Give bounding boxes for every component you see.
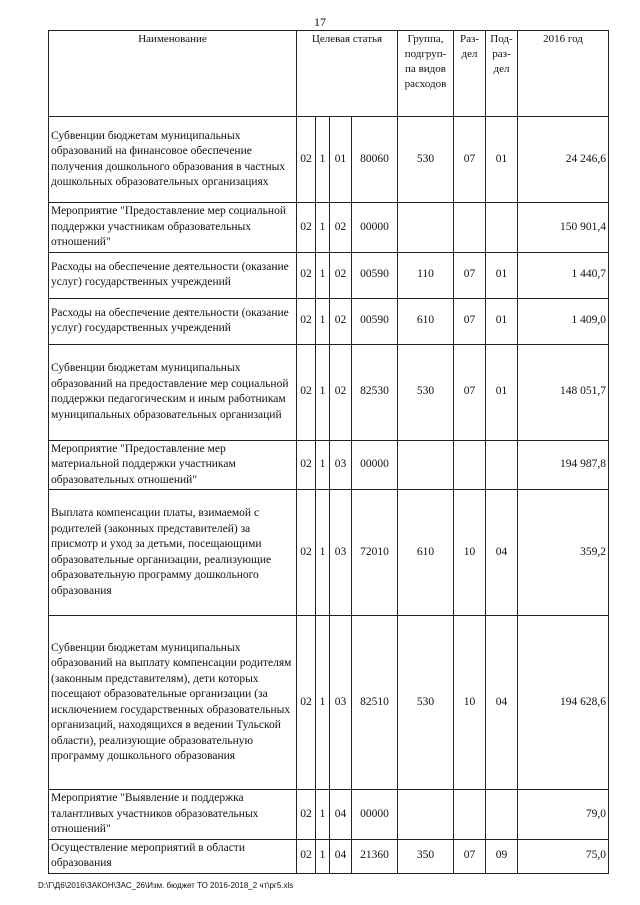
target-code-1: 02: [297, 117, 316, 203]
expense-group: 350: [398, 839, 454, 873]
subsection-code: [486, 203, 518, 253]
subsection-code: 01: [486, 117, 518, 203]
section-code: 10: [454, 490, 486, 616]
budget-table: [48, 30, 609, 874]
table-row: [49, 252, 609, 298]
section-code: [454, 203, 486, 253]
amount-2016: 24 246,6: [518, 117, 609, 203]
table-row: [49, 298, 609, 344]
target-code-2: 1: [316, 440, 330, 490]
header-year: 2016 год: [518, 31, 609, 117]
section-code: 07: [454, 252, 486, 298]
amount-2016: 150 901,4: [518, 203, 609, 253]
amount-2016: 1 409,0: [518, 298, 609, 344]
amount-2016: 148 051,7: [518, 344, 609, 440]
amount-2016: 75,0: [518, 839, 609, 873]
row-name: Мероприятие "Предоставление мер материальной поддержки участникам образовательных отношений": [49, 440, 297, 490]
target-code-4: 80060: [352, 117, 398, 203]
table-row: [49, 490, 609, 616]
section-code: 07: [454, 839, 486, 873]
expense-group: [398, 440, 454, 490]
subsection-code: 01: [486, 252, 518, 298]
target-code-4: 00000: [352, 440, 398, 490]
subsection-code: 01: [486, 344, 518, 440]
table-row: [49, 616, 609, 790]
target-code-2: 1: [316, 252, 330, 298]
subsection-code: [486, 440, 518, 490]
header-subsection: Под-раз-дел: [486, 31, 518, 117]
header-target: Целевая статья: [297, 31, 398, 117]
expense-group: 610: [398, 298, 454, 344]
section-code: 07: [454, 298, 486, 344]
amount-2016: 359,2: [518, 490, 609, 616]
section-code: 07: [454, 117, 486, 203]
target-code-4: 72010: [352, 490, 398, 616]
table-row: [49, 344, 609, 440]
target-code-3: 03: [330, 490, 352, 616]
subsection-code: [486, 790, 518, 840]
target-code-4: 00590: [352, 298, 398, 344]
row-name: Субвенции бюджетам муниципальных образований на финансовое обеспечение получения дошкольного образования в частных дошкольных образовательных организациях: [49, 117, 297, 203]
target-code-3: 02: [330, 298, 352, 344]
target-code-2: 1: [316, 298, 330, 344]
target-code-1: 02: [297, 839, 316, 873]
table-row: [49, 440, 609, 490]
row-name: Выплата компенсации платы, взимаемой с родителей (законных представителей) за присмотр и уход за детьми, посещающими образовательные организации, реализующие образовательную программу дошкольного образования: [49, 490, 297, 616]
subsection-code: 09: [486, 839, 518, 873]
target-code-2: 1: [316, 616, 330, 790]
target-code-3: 02: [330, 344, 352, 440]
subsection-code: 04: [486, 616, 518, 790]
row-name: Мероприятие "Предоставление мер социальной поддержки участникам образовательных отношений": [49, 203, 297, 253]
target-code-4: 82510: [352, 616, 398, 790]
table-row: [49, 203, 609, 253]
target-code-4: 21360: [352, 839, 398, 873]
target-code-1: 02: [297, 490, 316, 616]
amount-2016: 194 987,8: [518, 440, 609, 490]
header-row: [49, 31, 609, 117]
expense-group: 110: [398, 252, 454, 298]
target-code-1: 02: [297, 344, 316, 440]
row-name: Субвенции бюджетам муниципальных образований на выплату компенсации родителям (законным представителям), дети которых посещают образовательные организации (за исключением государственных образовательных организаций, находящихся в ведении Тульской области), реализующие образовательную программу дошкольного образования: [49, 616, 297, 790]
section-code: [454, 790, 486, 840]
expense-group: 610: [398, 490, 454, 616]
expense-group: 530: [398, 117, 454, 203]
target-code-3: 02: [330, 252, 352, 298]
target-code-3: 04: [330, 790, 352, 840]
file-path-footer: D:\Г\Д6\2016\ЗАКОН\ЗАС_26\Изм. бюджет ТО 2016-2018_2 чт\рг5.xls: [38, 881, 294, 890]
target-code-2: 1: [316, 790, 330, 840]
section-code: 10: [454, 616, 486, 790]
expense-group: 530: [398, 344, 454, 440]
table-row: [49, 839, 609, 873]
target-code-2: 1: [316, 203, 330, 253]
target-code-2: 1: [316, 490, 330, 616]
page-number: 17: [314, 15, 326, 29]
target-code-2: 1: [316, 839, 330, 873]
target-code-3: 03: [330, 616, 352, 790]
target-code-1: 02: [297, 440, 316, 490]
header-group: Группа, подгруп-па видов расходов: [398, 31, 454, 117]
row-name: Осуществление мероприятий в области образования: [49, 839, 297, 873]
target-code-3: 04: [330, 839, 352, 873]
subsection-code: 01: [486, 298, 518, 344]
subsection-code: 04: [486, 490, 518, 616]
amount-2016: 194 628,6: [518, 616, 609, 790]
expense-group: 530: [398, 616, 454, 790]
target-code-1: 02: [297, 616, 316, 790]
table-row: [49, 117, 609, 203]
target-code-2: 1: [316, 344, 330, 440]
target-code-3: 02: [330, 203, 352, 253]
amount-2016: 79,0: [518, 790, 609, 840]
target-code-4: 00590: [352, 252, 398, 298]
amount-2016: 1 440,7: [518, 252, 609, 298]
expense-group: [398, 203, 454, 253]
target-code-1: 02: [297, 252, 316, 298]
section-code: [454, 440, 486, 490]
table-body: [49, 117, 609, 874]
target-code-3: 03: [330, 440, 352, 490]
expense-group: [398, 790, 454, 840]
header-name: Наименование: [49, 31, 297, 117]
row-name: Расходы на обеспечение деятельности (оказание услуг) государственных учреждений: [49, 298, 297, 344]
target-code-2: 1: [316, 117, 330, 203]
row-name: Мероприятие "Выявление и поддержка талантливых участников образовательных отношений": [49, 790, 297, 840]
target-code-1: 02: [297, 790, 316, 840]
target-code-4: 82530: [352, 344, 398, 440]
target-code-1: 02: [297, 298, 316, 344]
row-name: Расходы на обеспечение деятельности (оказание услуг) государственных учреждений: [49, 252, 297, 298]
row-name: Субвенции бюджетам муниципальных образований на предоставление мер социальной поддержки педагогическим и иным работникам муниципальных образовательных организаций: [49, 344, 297, 440]
target-code-4: 00000: [352, 790, 398, 840]
target-code-4: 00000: [352, 203, 398, 253]
target-code-3: 01: [330, 117, 352, 203]
section-code: 07: [454, 344, 486, 440]
table-row: [49, 790, 609, 840]
header-section: Раз-дел: [454, 31, 486, 117]
target-code-1: 02: [297, 203, 316, 253]
